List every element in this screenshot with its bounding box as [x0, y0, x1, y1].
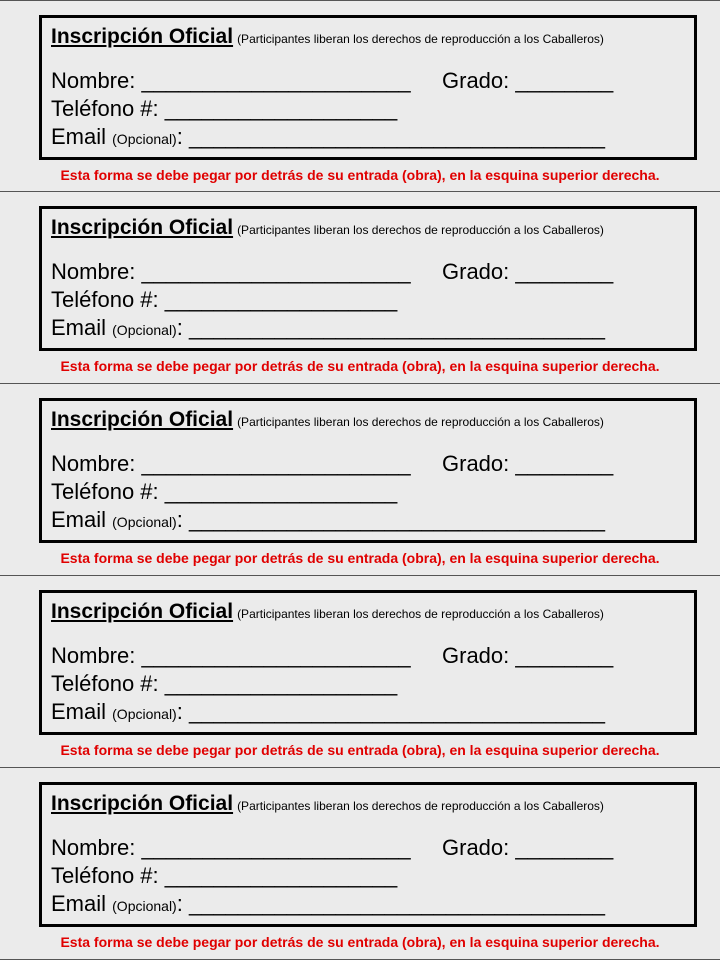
email-optional-note: (Opcional)	[112, 706, 177, 722]
phone-field[interactable]: ___________________	[164, 287, 398, 312]
grade-label: Grado:	[442, 259, 510, 284]
phone-row	[51, 671, 397, 697]
phone-field[interactable]: ___________________	[164, 671, 398, 696]
rights-note: (Participantes liberan los derechos de reproducción a los Caballeros)	[237, 799, 604, 813]
registration-box	[39, 206, 697, 351]
title-line	[51, 408, 604, 432]
registration-slip	[0, 384, 720, 576]
grade-row	[442, 643, 613, 669]
phone-label: Teléfono #:	[51, 287, 159, 312]
rights-note: (Participantes liberan los derechos de reproducción a los Caballeros)	[237, 32, 604, 46]
grade-label: Grado:	[442, 643, 510, 668]
name-row	[51, 451, 411, 477]
email-field[interactable]: __________________________________	[188, 124, 605, 149]
title-line	[51, 25, 604, 49]
grade-field[interactable]: ________	[515, 68, 614, 93]
phone-field[interactable]: ___________________	[164, 96, 398, 121]
form-title: Inscripción Oficial	[51, 600, 234, 623]
form-title: Inscripción Oficial	[51, 216, 234, 239]
name-field[interactable]: ______________________	[141, 259, 411, 284]
email-row	[51, 891, 605, 919]
email-row	[51, 699, 605, 727]
phone-row	[51, 479, 397, 505]
email-field[interactable]: __________________________________	[188, 507, 605, 532]
email-colon: :	[176, 315, 183, 340]
phone-label: Teléfono #:	[51, 671, 159, 696]
email-row	[51, 124, 605, 152]
grade-row	[442, 451, 613, 477]
attach-notice: Esta forma se debe pegar por detrás de su entrada (obra), en la esquina superior derecha.	[60, 167, 660, 183]
registration-slip	[0, 0, 720, 192]
phone-label: Teléfono #:	[51, 479, 159, 504]
grade-row	[442, 259, 613, 285]
registration-slip	[0, 192, 720, 384]
attach-notice: Esta forma se debe pegar por detrás de su entrada (obra), en la esquina superior derecha.	[60, 742, 660, 758]
email-optional-note: (Opcional)	[112, 898, 177, 914]
rights-note: (Participantes liberan los derechos de reproducción a los Caballeros)	[237, 415, 604, 429]
attach-notice: Esta forma se debe pegar por detrás de su entrada (obra), en la esquina superior derecha.	[60, 550, 660, 566]
email-colon: :	[176, 124, 183, 149]
registration-slip	[0, 768, 720, 960]
name-row	[51, 259, 411, 285]
grade-label: Grado:	[442, 835, 510, 860]
name-label: Nombre:	[51, 643, 136, 668]
email-colon: :	[176, 699, 183, 724]
rights-note: (Participantes liberan los derechos de reproducción a los Caballeros)	[237, 223, 604, 237]
name-label: Nombre:	[51, 451, 136, 476]
email-colon: :	[176, 891, 183, 916]
attach-notice: Esta forma se debe pegar por detrás de su entrada (obra), en la esquina superior derecha.	[60, 358, 660, 374]
title-line	[51, 600, 604, 624]
email-label: Email	[51, 891, 107, 916]
name-field[interactable]: ______________________	[141, 835, 411, 860]
phone-row	[51, 96, 397, 122]
name-row	[51, 68, 411, 94]
email-label: Email	[51, 699, 107, 724]
grade-label: Grado:	[442, 451, 510, 476]
name-field[interactable]: ______________________	[141, 451, 411, 476]
title-line	[51, 792, 604, 816]
phone-field[interactable]: ___________________	[164, 479, 398, 504]
name-field[interactable]: ______________________	[141, 68, 411, 93]
name-field[interactable]: ______________________	[141, 643, 411, 668]
grade-row	[442, 835, 613, 861]
registration-box	[39, 15, 697, 160]
phone-field[interactable]: ___________________	[164, 863, 398, 888]
rights-note: (Participantes liberan los derechos de reproducción a los Caballeros)	[237, 607, 604, 621]
registration-box	[39, 782, 697, 927]
form-title: Inscripción Oficial	[51, 408, 234, 431]
email-row	[51, 507, 605, 535]
email-field[interactable]: __________________________________	[188, 891, 605, 916]
grade-field[interactable]: ________	[515, 835, 614, 860]
email-label: Email	[51, 315, 107, 340]
email-field[interactable]: __________________________________	[188, 699, 605, 724]
email-field[interactable]: __________________________________	[188, 315, 605, 340]
title-line	[51, 216, 604, 240]
email-label: Email	[51, 124, 107, 149]
form-title: Inscripción Oficial	[51, 25, 234, 48]
email-optional-note: (Opcional)	[112, 322, 177, 338]
form-title: Inscripción Oficial	[51, 792, 234, 815]
email-row	[51, 315, 605, 343]
grade-field[interactable]: ________	[515, 643, 614, 668]
phone-row	[51, 287, 397, 313]
email-optional-note: (Opcional)	[112, 514, 177, 530]
email-label: Email	[51, 507, 107, 532]
registration-box	[39, 398, 697, 543]
name-label: Nombre:	[51, 835, 136, 860]
email-colon: :	[176, 507, 183, 532]
phone-label: Teléfono #:	[51, 863, 159, 888]
attach-notice: Esta forma se debe pegar por detrás de su entrada (obra), en la esquina superior derecha.	[60, 934, 660, 950]
name-row	[51, 643, 411, 669]
phone-label: Teléfono #:	[51, 96, 159, 121]
registration-box	[39, 590, 697, 735]
name-row	[51, 835, 411, 861]
registration-slip	[0, 576, 720, 768]
grade-row	[442, 68, 613, 94]
email-optional-note: (Opcional)	[112, 131, 177, 147]
name-label: Nombre:	[51, 68, 136, 93]
grade-field[interactable]: ________	[515, 259, 614, 284]
grade-field[interactable]: ________	[515, 451, 614, 476]
name-label: Nombre:	[51, 259, 136, 284]
phone-row	[51, 863, 397, 889]
grade-label: Grado:	[442, 68, 510, 93]
